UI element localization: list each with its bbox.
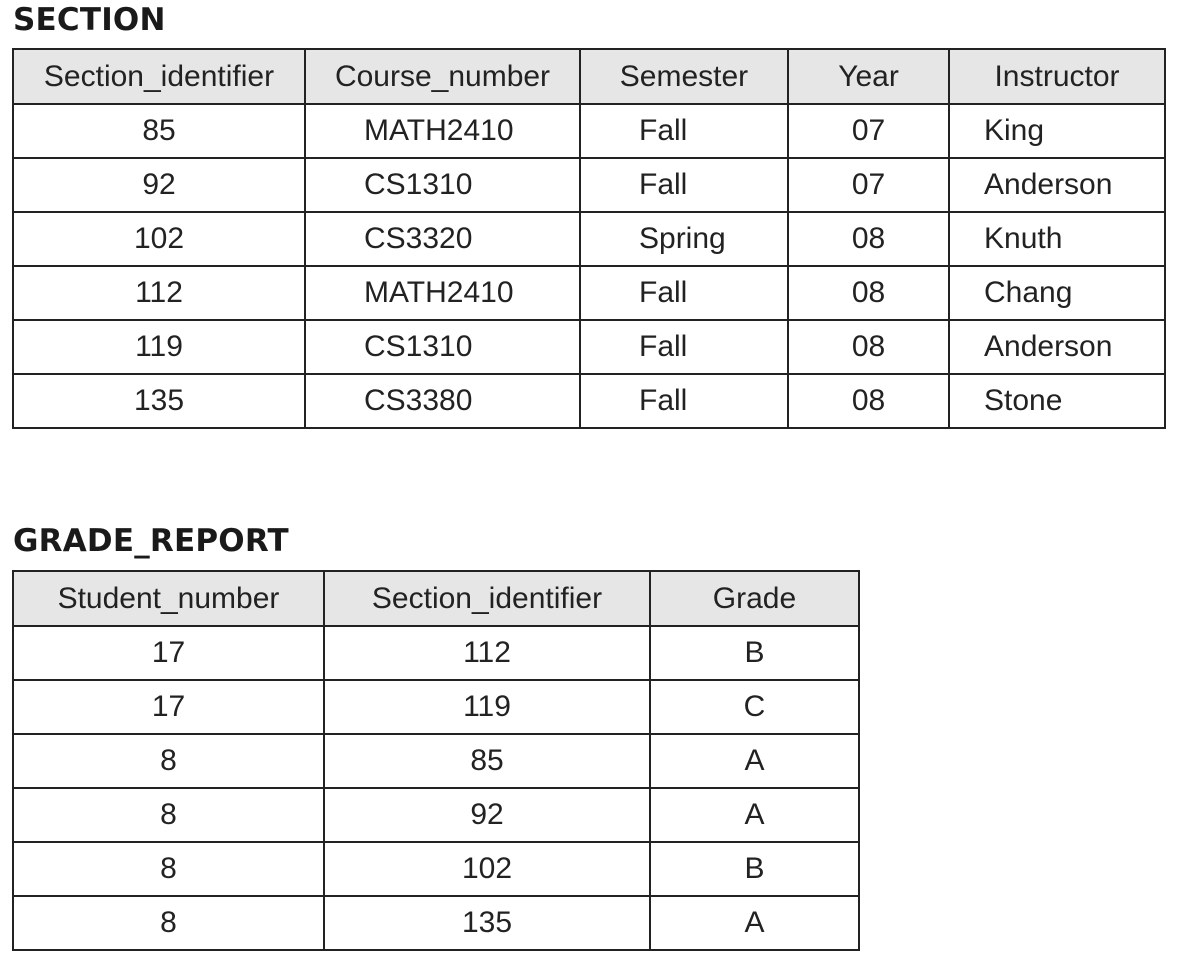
cell-section-identifier: 92 [324,788,650,842]
cell-grade: C [650,680,859,734]
cell-semester: Fall [580,158,788,212]
cell-student-number: 17 [13,626,324,680]
cell-student-number: 8 [13,788,324,842]
cell-year: 07 [788,158,949,212]
cell-course-number: CS1310 [305,320,580,374]
column-header-semester: Semester [580,49,788,104]
cell-course-number: MATH2410 [305,104,580,158]
cell-year: 08 [788,266,949,320]
table-row [13,266,1165,320]
cell-student-number: 8 [13,896,324,950]
cell-semester: Fall [580,374,788,428]
cell-student-number: 8 [13,734,324,788]
table-row [13,374,1165,428]
table-row [13,626,859,680]
cell-section-identifier: 85 [324,734,650,788]
cell-section-identifier: 135 [324,896,650,950]
cell-semester: Fall [580,320,788,374]
cell-section-identifier: 119 [324,680,650,734]
cell-section-identifier: 102 [13,212,305,266]
column-header-student-number: Student_number [13,571,324,626]
column-header-section-identifier: Section_identifier [13,49,305,104]
cell-year: 08 [788,320,949,374]
cell-grade: A [650,788,859,842]
cell-semester: Spring [580,212,788,266]
cell-grade: A [650,734,859,788]
table-row [13,680,859,734]
cell-section-identifier: 85 [13,104,305,158]
column-header-section-identifier: Section_identifier [324,571,650,626]
column-header-grade: Grade [650,571,859,626]
cell-section-identifier: 112 [13,266,305,320]
grade-report-table [12,570,860,951]
cell-semester: Fall [580,266,788,320]
cell-instructor: Anderson [949,320,1165,374]
table-row [13,788,859,842]
cell-grade: A [650,896,859,950]
cell-instructor: Chang [949,266,1165,320]
table-row [13,842,859,896]
cell-section-identifier: 92 [13,158,305,212]
cell-section-identifier: 119 [13,320,305,374]
cell-course-number: CS1310 [305,158,580,212]
cell-instructor: Anderson [949,158,1165,212]
table-row [13,896,859,950]
column-header-instructor: Instructor [949,49,1165,104]
table-header-row [13,49,1165,104]
cell-year: 08 [788,374,949,428]
cell-course-number: MATH2410 [305,266,580,320]
cell-instructor: Stone [949,374,1165,428]
cell-year: 07 [788,104,949,158]
grade-report-table-title: GRADE_REPORT [13,523,289,559]
cell-semester: Fall [580,104,788,158]
cell-grade: B [650,842,859,896]
column-header-year: Year [788,49,949,104]
cell-section-identifier: 102 [324,842,650,896]
section-table [12,48,1166,429]
cell-year: 08 [788,212,949,266]
column-header-course-number: Course_number [305,49,580,104]
cell-grade: B [650,626,859,680]
table-row [13,212,1165,266]
cell-course-number: CS3320 [305,212,580,266]
table-row [13,158,1165,212]
section-table-title: SECTION [13,2,166,38]
table-row [13,320,1165,374]
cell-section-identifier: 112 [324,626,650,680]
cell-student-number: 17 [13,680,324,734]
cell-instructor: King [949,104,1165,158]
cell-student-number: 8 [13,842,324,896]
cell-instructor: Knuth [949,212,1165,266]
cell-course-number: CS3380 [305,374,580,428]
cell-section-identifier: 135 [13,374,305,428]
table-row [13,734,859,788]
table-header-row [13,571,859,626]
table-row [13,104,1165,158]
